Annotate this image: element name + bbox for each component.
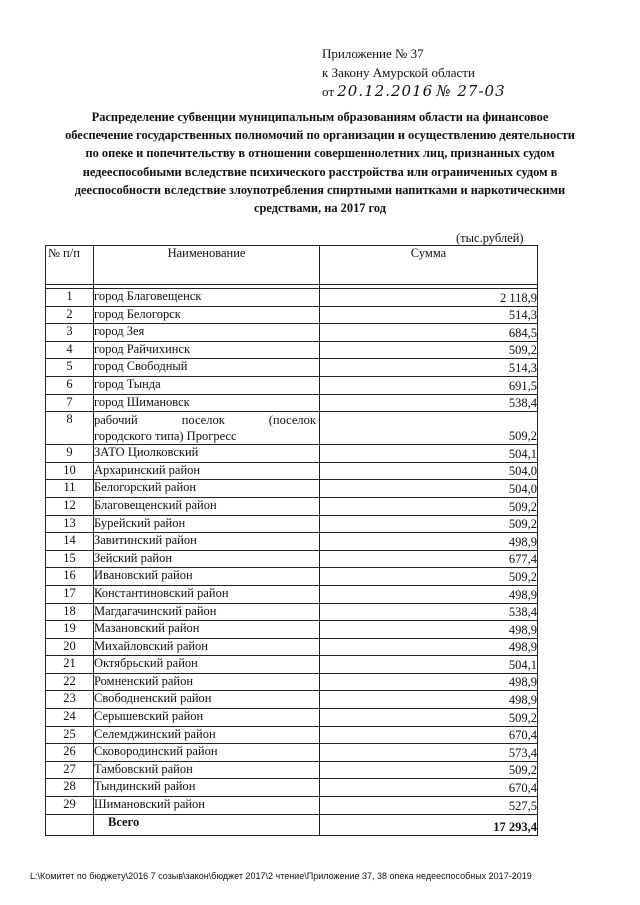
table-header-row [46,246,538,285]
row-number: 26 [46,744,94,762]
row-name: Благовещенский район [94,497,320,515]
row-number: 11 [46,480,94,498]
row-sum: 504,1 [320,656,538,674]
row-number: 13 [46,515,94,533]
row-name: город Белогорск [94,306,320,324]
row-name: Ивановский район [94,568,320,586]
row-number: 29 [46,797,94,815]
table-row [46,709,538,727]
handwritten-number: № 27-03 [436,82,506,100]
table-row [46,621,538,639]
total-empty-cell [46,814,94,835]
table-row [46,726,538,744]
row-name-line-2: городского типа) Прогресс [94,429,237,444]
table-row [46,497,538,515]
row-name: Селемджинский район [94,726,320,744]
row-name: Завитинский район [94,533,320,551]
table-row [46,376,538,394]
row-name [94,412,320,445]
header-sum: Сумма [320,246,538,285]
row-sum: 538,4 [320,394,538,412]
row-name: Константиновский район [94,585,320,603]
table-row [46,673,538,691]
table-row [46,691,538,709]
row-number: 28 [46,779,94,797]
row-sum: 670,4 [320,726,538,744]
file-path-footer: L:\Комитет по бюджету\2016 7 созыв\закон\бюджет 2017\2 чтение\Приложение 37, 38 опека недееспособных 2017-2019 [30,871,532,881]
header-name: Наименование [94,246,320,285]
row-number: 18 [46,603,94,621]
row-name: Серышевский район [94,709,320,727]
total-sum: 17 293,4 [320,814,538,835]
row-sum: 498,9 [320,691,538,709]
row-number: 7 [46,394,94,412]
row-number: 25 [46,726,94,744]
row-sum: 498,9 [320,673,538,691]
table-row [46,744,538,762]
table-row [46,568,538,586]
table-row [46,359,538,377]
table-row [46,289,538,307]
row-name: город Зея [94,324,320,342]
row-sum: 509,2 [320,341,538,359]
row-number: 4 [46,341,94,359]
row-name-word: рабочий [94,413,138,428]
row-number: 21 [46,656,94,674]
row-name: Ромненский район [94,673,320,691]
table-row [46,394,538,412]
row-number: 5 [46,359,94,377]
row-name: Михайловский район [94,638,320,656]
row-sum: 509,2 [320,412,538,445]
row-name: Бурейский район [94,515,320,533]
row-sum: 504,0 [320,462,538,480]
row-sum: 514,3 [320,306,538,324]
handwritten-date: 20.12.2016 [337,82,434,100]
row-number: 8 [46,412,94,445]
row-sum: 2 118,9 [320,289,538,307]
row-name: ЗАТО Циолковский [94,445,320,463]
table-row [46,779,538,797]
units-label: (тыс.рублей) [456,231,524,245]
row-number: 17 [46,585,94,603]
row-name-word: поселок [181,413,225,428]
table-row [46,797,538,815]
row-name: Сковородинский район [94,744,320,762]
distribution-table [45,245,538,836]
row-sum: 677,4 [320,550,538,568]
table-row [46,324,538,342]
row-name-word: (поселок [268,413,316,428]
row-name: город Тында [94,376,320,394]
row-number: 27 [46,761,94,779]
row-name: город Свободный [94,359,320,377]
header-number: № п/п [46,246,94,285]
row-sum: 691,5 [320,376,538,394]
row-sum: 509,2 [320,568,538,586]
row-number: 22 [46,673,94,691]
row-sum: 509,2 [320,497,538,515]
row-sum: 527,5 [320,797,538,815]
row-name: Магдагачинский район [94,603,320,621]
row-number: 6 [46,376,94,394]
row-number: 3 [46,324,94,342]
appendix-line-2: к Закону Амурской области [322,65,475,80]
row-sum: 509,2 [320,515,538,533]
row-number: 23 [46,691,94,709]
row-number: 2 [46,306,94,324]
row-name: Архаринский район [94,462,320,480]
row-sum: 498,9 [320,585,538,603]
table-row [46,761,538,779]
total-row [46,814,538,835]
table-row [46,306,538,324]
document-title: Распределение субвенции муниципальным образованиям области на финансовое обеспечение государственных полномочий по организации и осуществлению деятельности по опеке и попечительству в отношении совершеннолетних лиц, признанных судом недееспособными вследствие психического расстройства или ограниченных судом в дееспособности вследствие злоупотребления спиртными напитками и наркотическими средствами, на 2017 год [65,110,575,216]
row-number: 16 [46,568,94,586]
row-name: Мазановский район [94,621,320,639]
row-number: 9 [46,445,94,463]
appendix-line-1: Приложение № 37 [322,46,424,61]
row-number: 1 [46,289,94,307]
row-number: 12 [46,497,94,515]
row-sum: 684,5 [320,324,538,342]
row-name: Шимановский район [94,797,320,815]
row-name: Тындинский район [94,779,320,797]
row-sum: 498,9 [320,638,538,656]
table-row [46,341,538,359]
date-prefix: от [322,84,335,99]
row-sum: 509,2 [320,709,538,727]
table-row [46,412,538,445]
row-sum: 514,3 [320,359,538,377]
table-row [46,550,538,568]
appendix-date-line [322,82,506,101]
table-row [46,603,538,621]
table-row [46,480,538,498]
row-number: 15 [46,550,94,568]
row-name: Тамбовский район [94,761,320,779]
appendix-block [322,44,506,101]
row-sum: 670,4 [320,779,538,797]
row-number: 14 [46,533,94,551]
row-name: город Шимановск [94,394,320,412]
row-number: 10 [46,462,94,480]
table-row [46,533,538,551]
row-sum: 573,4 [320,744,538,762]
row-sum: 498,9 [320,533,538,551]
row-name: Белогорский район [94,480,320,498]
row-name: Зейский район [94,550,320,568]
total-label: Всего [94,814,320,835]
row-number: 19 [46,621,94,639]
table-row [46,585,538,603]
row-name: Свободненский район [94,691,320,709]
row-name: город Райчихинск [94,341,320,359]
row-name: город Благовещенск [94,289,320,307]
row-number: 20 [46,638,94,656]
row-sum: 504,0 [320,480,538,498]
row-sum: 509,2 [320,761,538,779]
table-row [46,638,538,656]
row-number: 24 [46,709,94,727]
table-row [46,445,538,463]
table-row [46,462,538,480]
row-sum: 498,9 [320,621,538,639]
row-sum: 538,4 [320,603,538,621]
row-sum: 504,1 [320,445,538,463]
table-row [46,515,538,533]
table-row [46,656,538,674]
row-name: Октябрьский район [94,656,320,674]
row-name-line-1 [94,412,319,428]
